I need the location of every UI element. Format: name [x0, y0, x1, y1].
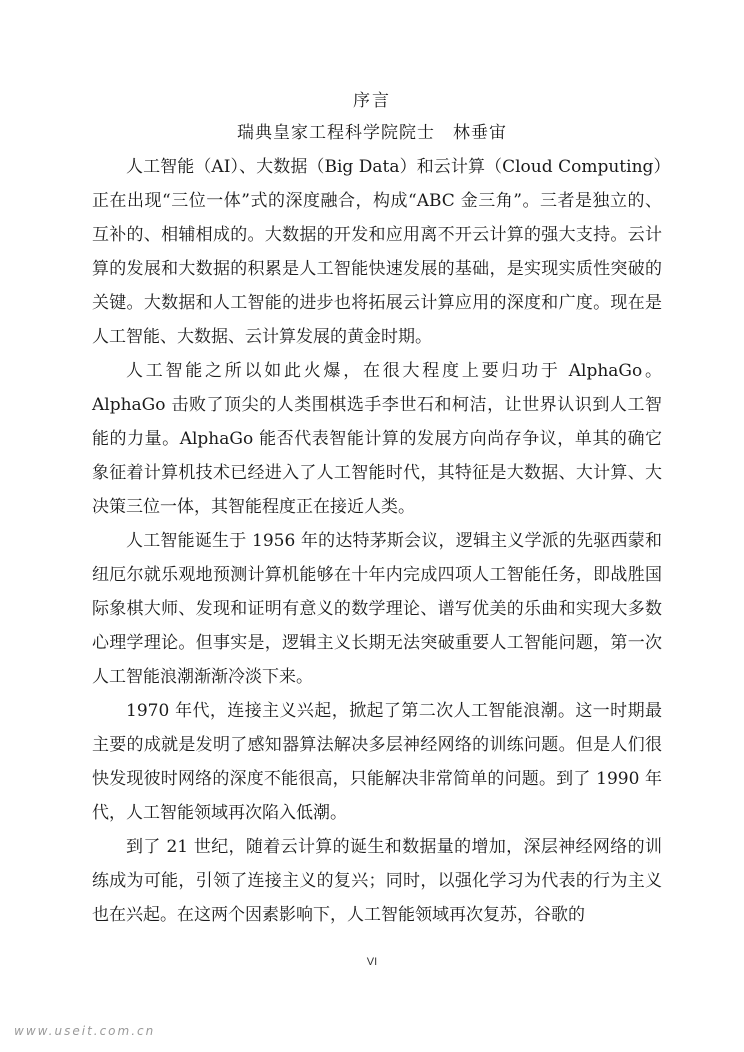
page-number: VI: [366, 956, 378, 968]
body-text: [92, 150, 662, 932]
paragraph-5: 到了 21 世纪，随着云计算的诞生和数据量的增加，深层神经网络的训练成为可能，引领了连接主义的复兴；同时，以强化学习为代表的行为主义也在兴起。在这两个因素影响下，人工智能领域再次复苏，谷歌的: [92, 837, 662, 925]
paragraph-1: 人工智能（AI）、大数据（Big Data）和云计算（Cloud Computing）正在出现“三位一体”式的深度融合，构成“ABC 金三角”。三者是独立的、互补的、相辅相成的。大数据的开发和应用离不开云计算的强大支持。云计算的发展和大数据的积累是人工智能快速发展的基础，是实现实质性突破的关键。大数据和人工智能的进步也将拓展云计算应用的深度和广度。现在是人工智能、大数据、云计算发展的黄金时期。: [92, 157, 662, 347]
watermark: www.useit.com.cn: [14, 1024, 156, 1038]
paragraph-2: 人工智能之所以如此火爆，在很大程度上要归功于 AlphaGo。AlphaGo 击败了顶尖的人类围棋选手李世石和柯洁，让世界认识到人工智能的力量。AlphaGo 能否代表智能计算的发展方向尚存争议，单其的确它象征着计算机技术已经进入了人工智能时代，其特征是大数据、大计算、大决策三位一体，其智能程度正在接近人类。: [92, 361, 662, 517]
page-title: 序言: [353, 91, 391, 111]
paragraph-4: 1970 年代，连接主义兴起，掀起了第二次人工智能浪潮。这一时期最主要的成就是发明了感知器算法解决多层神经网络的训练问题。但是人们很快发现彼时网络的深度不能很高，只能解决非常简单的问题。到了 1990 年代，人工智能领域再次陷入低潮。: [92, 701, 662, 823]
paragraph-3: 人工智能诞生于 1956 年的达特茅斯会议，逻辑主义学派的先驱西蒙和纽厄尔就乐观地预测计算机能够在十年内完成四项人工智能任务，即战胜国际象棋大师、发现和证明有意义的数学理论、谱写优美的乐曲和实现大多数心理学理论。但事实是，逻辑主义长期无法突破重要人工智能问题，第一次人工智能浪潮渐渐冷淡下来。: [92, 531, 662, 687]
author-line: 瑞典皇家工程科学院院士 林垂宙: [237, 123, 507, 143]
